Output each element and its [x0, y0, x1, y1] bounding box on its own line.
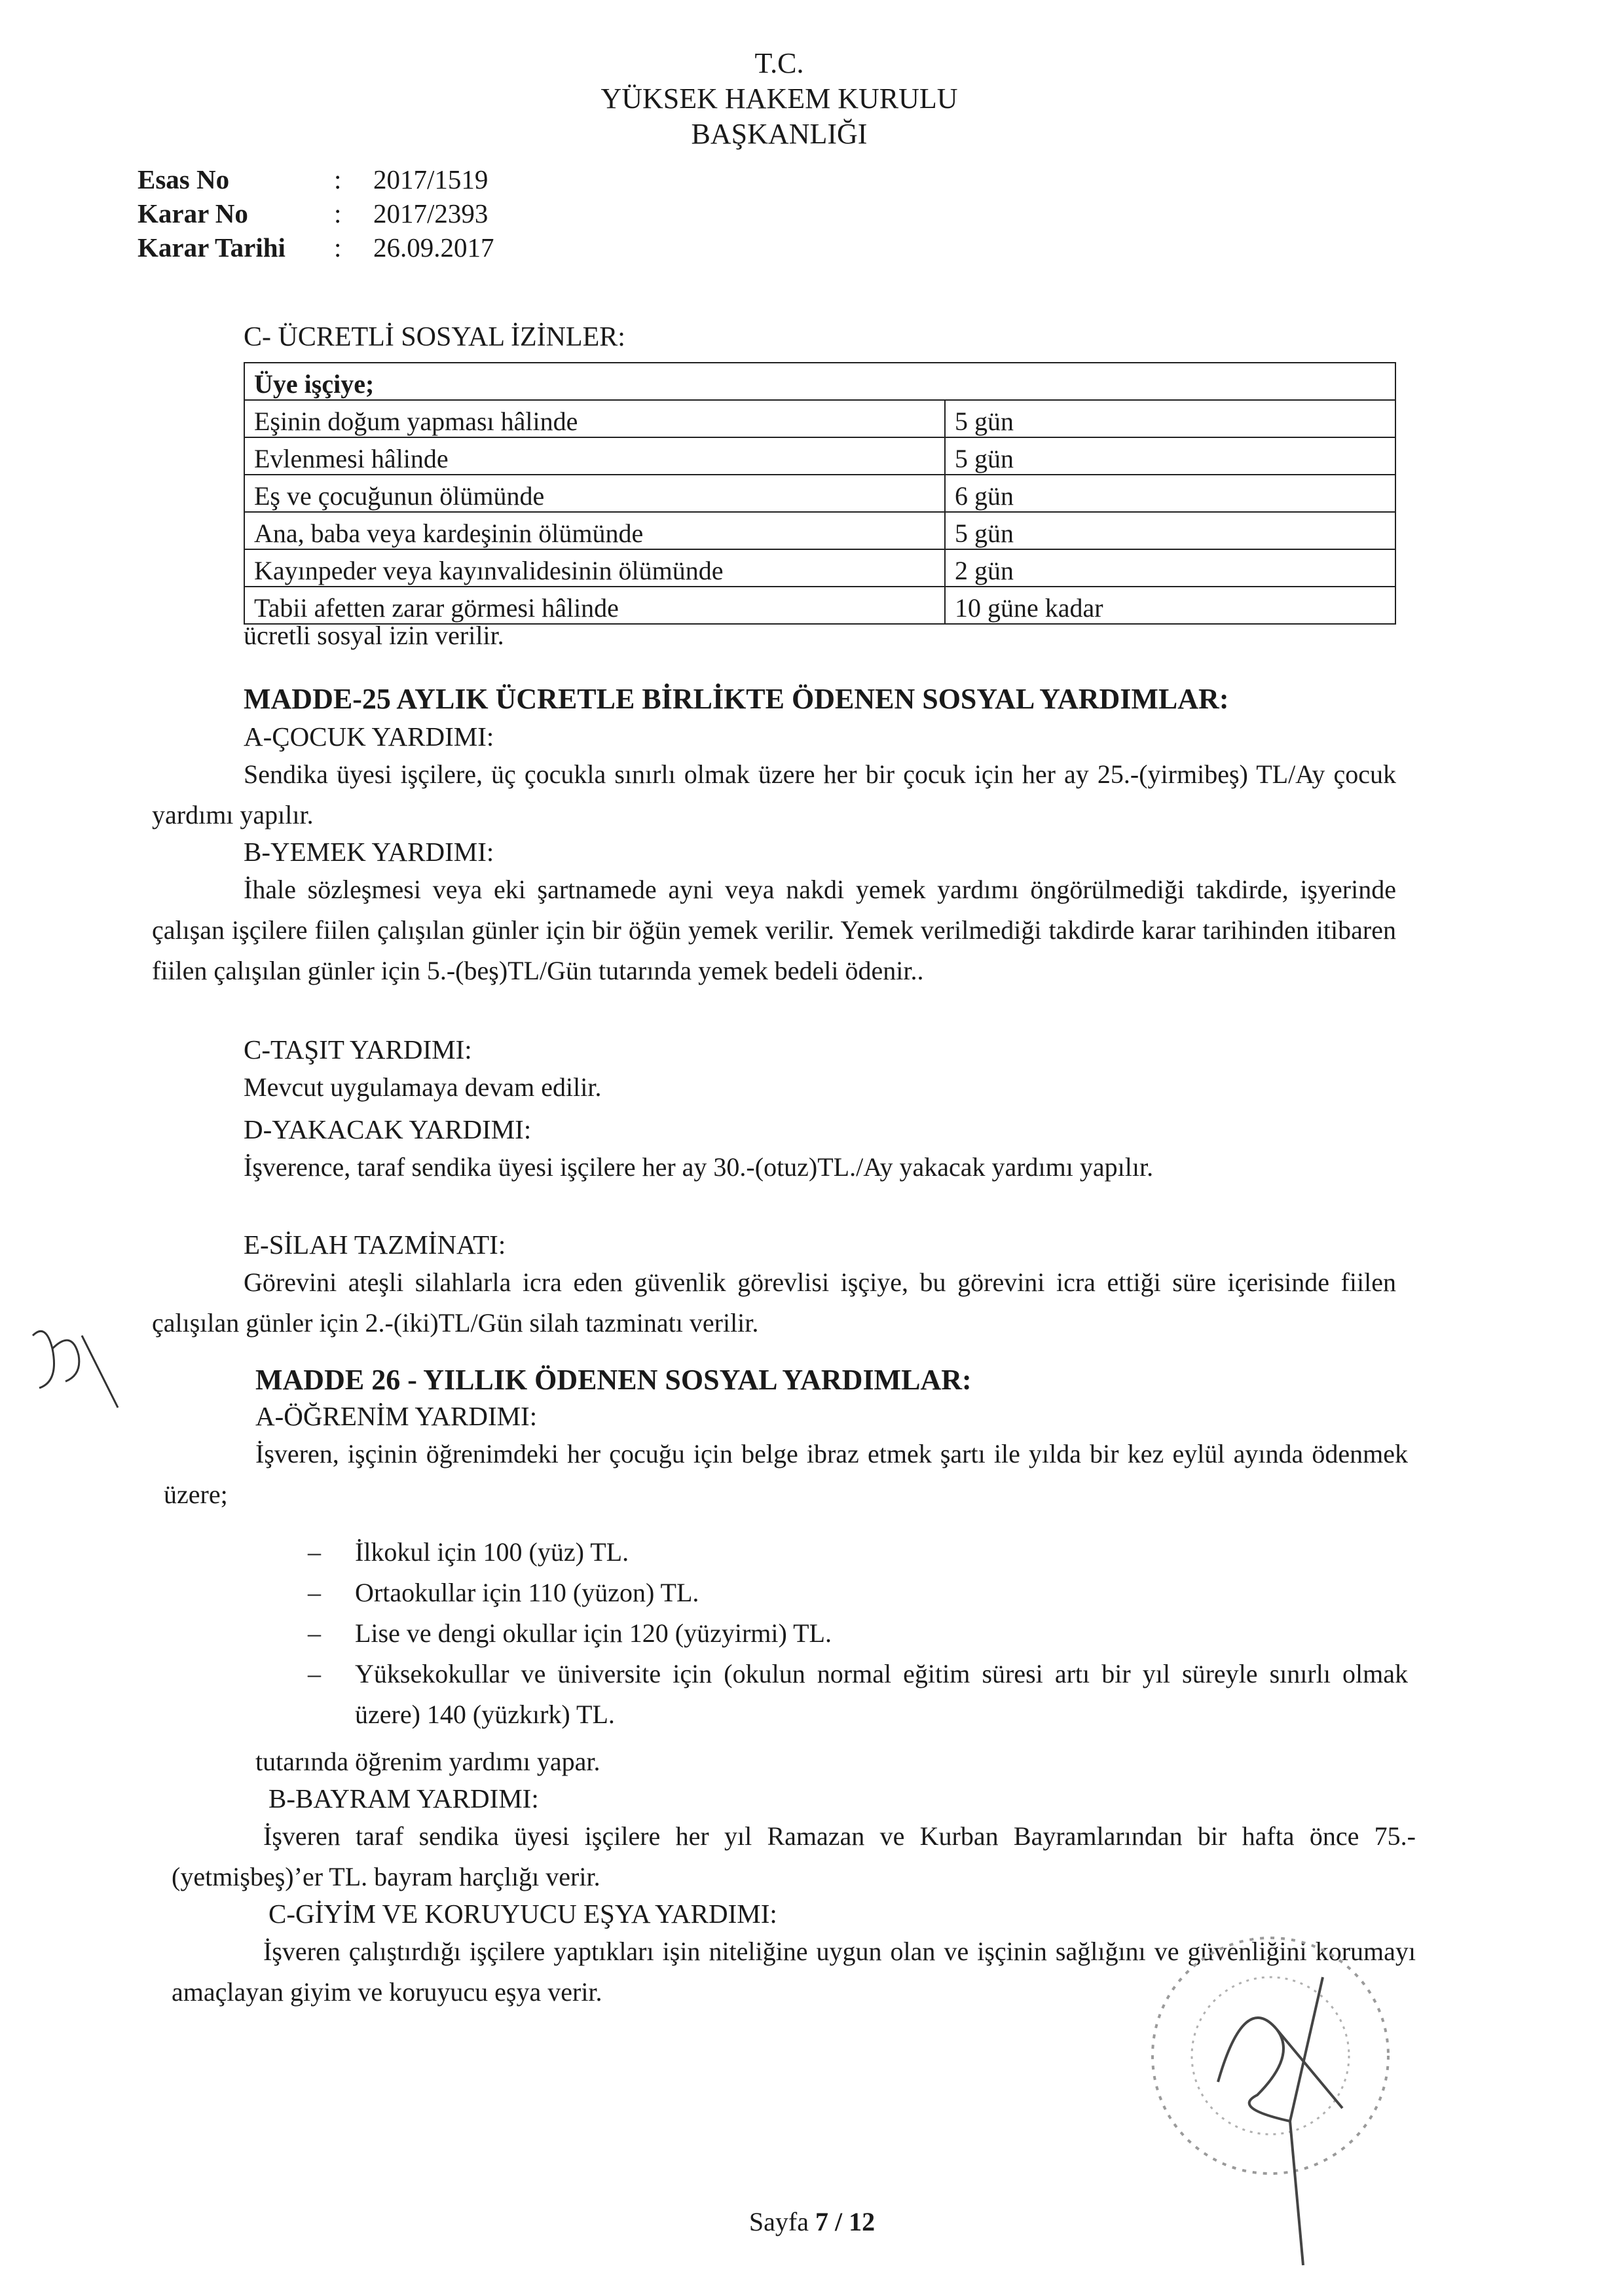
leave-label: Kayınpeder veya kayınvalidesinin ölümünde: [244, 549, 945, 587]
meta-key: Karar No: [138, 198, 248, 228]
leave-value: 5 gün: [945, 400, 1395, 437]
leave-label: Evlenmesi hâlinde: [244, 437, 945, 475]
header-institution: YÜKSEK HAKEM KURULU: [600, 82, 958, 115]
leave-value: 5 gün: [945, 512, 1395, 549]
leave-title: C- ÜCRETLİ SOSYAL İZİNLER:: [244, 322, 625, 352]
madde25-e-title: E-SİLAH TAZMİNATI:: [244, 1230, 506, 1260]
header-presidency: BAŞKANLIĞI: [691, 118, 868, 150]
madde25-b-title: B-YEMEK YARDIMI:: [244, 837, 494, 867]
meta-value: 2017/1519: [373, 164, 489, 194]
leave-value: 10 güne kadar: [945, 587, 1395, 624]
leave-label: Eş ve çocuğunun ölümünde: [244, 475, 945, 512]
leave-table: [244, 362, 1396, 625]
list-item: – Ortaokullar için 110 (yüzon) TL.: [308, 1573, 1408, 1613]
madde26-a-text: İşveren, işçinin öğrenimdeki her çocuğu için belge ibraz etmek şartı ile yılda bir kez eylül ayında ödenmek üzere;: [164, 1439, 1408, 1509]
meta-karar-tarihi: [138, 232, 494, 263]
meta-colon: :: [334, 198, 342, 228]
page-number: [0, 2206, 1624, 2237]
page-number-prefix: Sayfa: [748, 2207, 815, 2236]
madde25-d-title: D-YAKACAK YARDIMI:: [244, 1114, 532, 1144]
meta-value: 26.09.2017: [373, 232, 494, 263]
meta-karar-no: [138, 198, 488, 229]
table-row: [244, 363, 1395, 400]
table-row: [244, 549, 1395, 587]
madde26-a-list: [308, 1532, 1408, 1735]
madde25-heading: MADDE-25 AYLIK ÜCRETLE BİRLİKTE ÖDENEN SOSYAL YARDIMLAR:: [244, 683, 1229, 715]
madde26-c-text: İşveren çalıştırdığı işçilere yaptıkları işin niteliğine uygun olan ve işçinin sağlığını ve güvenliğini korumayı amaçlayan giyim ve koruyucu eşya verir.: [172, 1937, 1416, 2007]
leave-table-head: Üye işçiye;: [244, 363, 1395, 400]
meta-key: Esas No: [138, 164, 230, 194]
madde26-a-title: A-ÖĞRENİM YARDIMI:: [255, 1401, 538, 1431]
leave-label: Eşinin doğum yapması hâlinde: [244, 400, 945, 437]
header-tc: T.C.: [754, 47, 804, 79]
madde26-heading: MADDE 26 - YILLIK ÖDENEN SOSYAL YARDIMLAR:: [255, 1364, 972, 1396]
madde26-a-footer: tutarında öğrenim yardımı yapar.: [255, 1747, 600, 1776]
madde26-b-text: İşveren taraf sendika üyesi işçilere her yıl Ramazan ve Kurban Bayramlarından bir hafta önce 75.-(yetmişbeş)’er TL. bayram harçlığı verir.: [172, 1821, 1416, 1891]
table-row: [244, 512, 1395, 549]
table-row: [244, 475, 1395, 512]
page-number-value: 7 / 12: [815, 2207, 876, 2236]
leave-label: Ana, baba veya kardeşinin ölümünde: [244, 512, 945, 549]
madde26-b-title: B-BAYRAM YARDIMI:: [268, 1783, 539, 1813]
leave-value: 5 gün: [945, 437, 1395, 475]
list-item: – İlkokul için 100 (yüz) TL.: [308, 1532, 1408, 1573]
meta-key: Karar Tarihi: [138, 232, 286, 263]
leave-footer: ücretli sosyal izin verilir.: [244, 621, 504, 650]
leave-value: 2 gün: [945, 549, 1395, 587]
meta-value: 2017/2393: [373, 198, 489, 228]
madde25-a-text: Sendika üyesi işçilere, üç çocukla sınırlı olmak üzere her bir çocuk için her ay 25.-(yirmibeş) TL/Ay çocuk yardımı yapılır.: [152, 759, 1396, 829]
madde25-c-title: C-TAŞIT YARDIMI:: [244, 1034, 472, 1065]
madde25-a-title: A-ÇOCUK YARDIMI:: [244, 721, 494, 752]
madde25-b-text: İhale sözleşmesi veya eki şartnamede ayni veya nakdi yemek yardımı öngörülmediği takdirde, işyerinde çalışan işçilere fiilen çalışılan günler için bir öğün yemek verilir. Yemek verilmediği takdirde karar tarihinden itibaren fiilen çalışılan günler için 5.-(beş)TL/Gün tutarında yemek bedeli ödenir..: [152, 875, 1396, 985]
madde26-c-title: C-GİYİM VE KORUYUCU EŞYA YARDIMI:: [268, 1899, 777, 1929]
handwritten-initials: [20, 1309, 138, 1421]
list-item: – Yüksekokullar ve üniversite için (okulun normal eğitim süresi artı bir yıl süreyle sınırlı olmak üzere) 140 (yüzkırk) TL.: [308, 1654, 1408, 1735]
leave-value: 6 gün: [945, 475, 1395, 512]
leave-label: Tabii afetten zarar görmesi hâlinde: [244, 587, 945, 624]
madde25-d-text: İşverence, taraf sendika üyesi işçilere her ay 30.-(otuz)TL./Ay yakacak yardımı yapılır.: [244, 1152, 1154, 1182]
madde25-c-text: Mevcut uygulamaya devam edilir.: [244, 1072, 602, 1102]
table-row: [244, 587, 1395, 624]
meta-colon: :: [334, 164, 342, 194]
meta-esas-no: [138, 164, 488, 195]
meta-colon: :: [334, 232, 342, 263]
table-row: [244, 437, 1395, 475]
table-row: [244, 400, 1395, 437]
list-item: – Lise ve dengi okullar için 120 (yüzyirmi) TL.: [308, 1613, 1408, 1654]
madde25-e-text: Görevini ateşli silahlarla icra eden güvenlik görevlisi işçiye, bu görevini icra ettiği süre içerisinde fiilen çalışılan günler için 2.-(iki)TL/Gün silah tazminatı verilir.: [152, 1267, 1396, 1338]
